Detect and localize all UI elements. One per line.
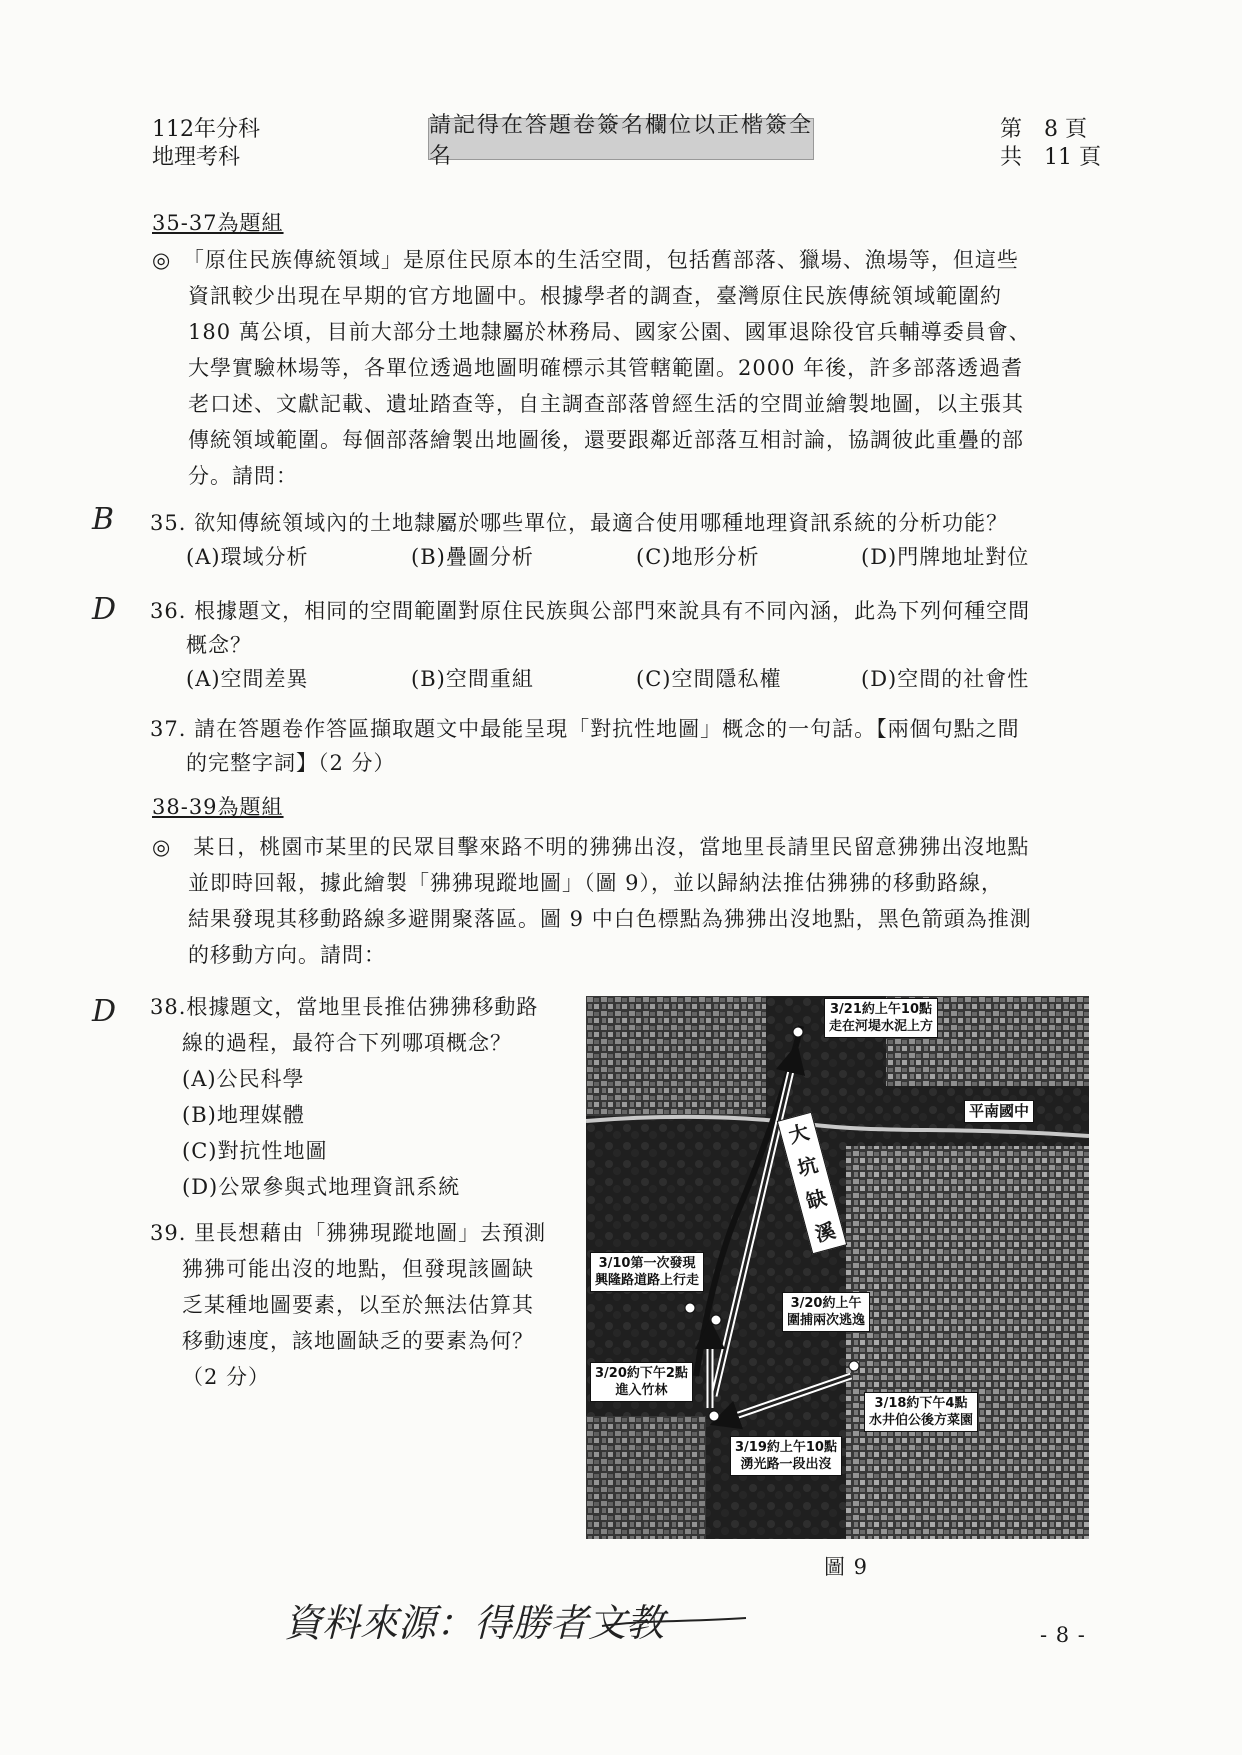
passage1-line: 大學實驗林場等，各單位透過地圖明確標示其管轄範圍。2000 年後，許多部落透過耆 [188,356,1024,380]
map-label-school: 平南國中 [964,1100,1034,1123]
handwritten-answer-q35: B [92,502,115,537]
map-label-creek: 大坑缺溪 [777,1112,847,1255]
question-38-option: (A)公民科學 [182,1067,305,1091]
map-label-3-10: 3/10第一次發現 興隆路道路上行走 [590,1252,704,1292]
passage1-line: ◎ 「原住民族傳統領域」是原住民原本的生活空間，包括舊部落、獵場、漁場等，但這些 [152,248,1019,272]
passage1-line: 分。請問： [188,464,298,488]
page-number: - 8 - [1040,1623,1086,1647]
option: (C)地形分析 [636,545,760,569]
exam-subject: 地理考科 [152,145,241,170]
question-38-option: (C)對抗性地圖 [182,1139,328,1163]
exam-year: 112年分科 [152,117,260,142]
question-39-line: 移動速度，該地圖缺乏的要素為何？ [182,1329,534,1353]
total-pages-label: 共 11 頁 [1000,145,1101,170]
figure-caption: 圖 9 [824,1555,869,1579]
question-35-options [186,540,1086,574]
question-39-line: （2 分） [182,1365,271,1389]
passage2-line: 的移動方向。請問： [188,943,386,967]
passage2-line: 並即時回報，據此繪製「狒狒現蹤地圖」（圖 9），並以歸納法推估狒狒的移動路線， [188,871,1004,895]
question-35: 35. 欲知傳統領域內的土地隸屬於哪些單位，最適合使用哪種地理資訊系統的分析功能？ [150,511,1009,535]
baboon-sighting-map [586,996,1089,1539]
option: (B)疊圖分析 [411,545,534,569]
option: (A)環域分析 [186,545,309,569]
question-38-option: (B)地理媒體 [182,1103,305,1127]
map-label-3-20-pm: 3/20約下午2點 進入竹林 [590,1362,693,1402]
group-title-38-39: 38-39為題組 [152,795,284,819]
passage2-line: ◎ 某日，桃園市某里的民眾目擊來路不明的狒狒出沒，當地里長請里民留意狒狒出沒地點 [152,835,1030,859]
question-39-line: 乏某種地圖要素，以至於無法估算其 [182,1293,534,1317]
question-37-line1: 37. 請在答題卷作答區擷取題文中最能呈現「對抗性地圖」概念的一句話。【兩個句點之間 [150,717,1020,741]
question-38-option: (D)公眾參與式地理資訊系統 [182,1175,461,1199]
handwritten-answer-q36: D [92,592,117,627]
signature-reminder-banner: 請記得在答題卷簽名欄位以正楷簽全名 [429,113,814,169]
option: (A)空間差異 [186,667,309,691]
option: (C)空間隱私權 [636,667,782,691]
question-39-line: 39. 里長想藉由「狒狒現蹤地圖」去預測 [150,1221,547,1245]
map-label-3-20-am: 3/20約上午 圍捕兩次逃逸 [782,1292,870,1332]
question-38-line1: 38.根據題文，當地里長推估狒狒移動路 [150,995,539,1019]
question-36-line2: 概念？ [186,633,252,657]
passage1-line: 180 萬公頃，目前大部分土地隸屬於林務局、國家公園、國軍退除役官兵輔導委員會、 [188,320,1031,344]
map-label-3-21: 3/21約上午10點 走在河堤水泥上方 [824,998,938,1038]
group-title-35-37: 35-37為題組 [152,211,284,235]
passage2-line: 結果發現其移動路線多避開聚落區。圖 9 中白色標點為狒狒出沒地點，黑色箭頭為推測 [188,907,1032,931]
map-label-3-19: 3/19約上午10點 湧光路一段出沒 [730,1436,842,1476]
question-37-line2: 的完整字詞】（2 分） [186,751,396,775]
passage1-line: 老口述、文獻記載、遺址踏查等，自主調查部落曾經生活的空間並繪製地圖，以主張其 [188,392,1024,416]
passage1-line: 資訊較少出現在早期的官方地圖中。根據學者的調查，臺灣原住民族傳統領域範圍約 [188,284,1002,308]
page-label: 第 8 頁 [1000,117,1087,142]
question-39-line: 狒狒可能出沒的地點，但發現該圖缺 [182,1257,534,1281]
passage1-line: 傳統領域範圍。每個部落繪製出地圖後，還要跟鄰近部落互相討論，協調彼此重疊的部 [188,428,1024,452]
option: (D)空間的社會性 [861,667,1030,691]
option: (D)門牌地址對位 [861,545,1030,569]
question-36-line1: 36. 根據題文，相同的空間範圍對原住民族與公部門來說具有不同內涵，此為下列何種空間 [150,599,1031,623]
option: (B)空間重組 [411,667,534,691]
question-38-line2: 線的過程，最符合下列哪項概念？ [182,1031,512,1055]
question-36-options [186,662,1086,696]
map-label-3-18: 3/18約下午4點 水井伯公後方菜園 [864,1392,978,1432]
handwritten-answer-q38: D [92,994,117,1029]
handwritten-source-note: 資料來源：得勝者文教 [284,1601,665,1645]
handwritten-underline [600,1612,750,1632]
